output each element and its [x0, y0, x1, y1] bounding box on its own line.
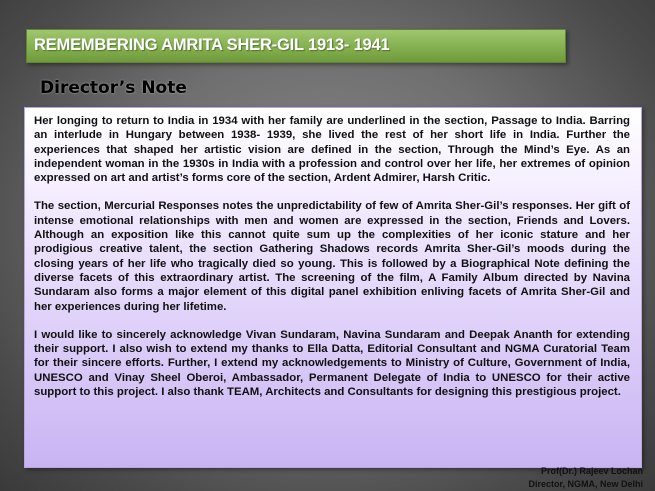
title-bar: [26, 29, 566, 63]
signature-designation: Director, NGMA, New Delhi: [528, 479, 643, 489]
paragraph-3: I would like to sincerely acknowledge Vivan Sundaram, Navina Sundaram and Deepak Ananth for extending their support. I also wish to extend my thanks to Ella Datta, Editorial Consultant and NGMA Curatorial Team for their sincere efforts. Further, I extend my acknowledgements to Ministry of Culture, Government of India, UNESCO and Vinay Sheel Oberoi, Ambassador, Permanent Delegate of India to UNESCO for their active support to this project. I also thank TEAM, Architects and Consultants for designing this prestigious project.: [34, 328, 630, 399]
signature-name: Prof(Dr.) Rajeev Lochan: [540, 466, 643, 476]
paragraph-1: Her longing to return to India in 1934 with her family are underlined in the section, Passage to India. Barring an interlude in Hungary between 1938- 1939, she lived the rest of her short life in India. Further the experiences that shaped her artistic vision are defined in the section, Through the Mind’s Eye. As an independent woman in the 1930s in India with a profession and control over her life, her extremes of opinion expressed on art and artist’s forms core of the section, Ardent Admirer, Harsh Critic.: [34, 115, 630, 185]
note-content-box: [24, 107, 642, 468]
section-heading: Director’s Note: [40, 78, 187, 98]
note-text: [34, 114, 630, 413]
paragraph-2: The section, Mercurial Responses notes the unpredictability of few of Amrita Sher-Gil’s responses. Her gift of intense emotional relationships with men and women are expressed in the section, Friends and Lovers. Although an exposition like this cannot quite sum up the complexities of her iconic stature and her prodigious creative talent, the section Gathering Shadows records Amrita Sher-Gil’s moods during the closing years of her life who tragically died so young. This is followed by a Biographical Note defining the diverse facets of this extraordinary artist. The screening of the film, A Family Album directed by Navina Sundaram also forms a major element of this digital panel exhibition enliving facets of Amrita Sher-Gil and her experiences during her lifetime.: [34, 200, 630, 313]
signature-block: [528, 465, 643, 491]
slide-title: REMEMBERING AMRITA SHER-GIL 1913- 1941: [34, 36, 390, 54]
